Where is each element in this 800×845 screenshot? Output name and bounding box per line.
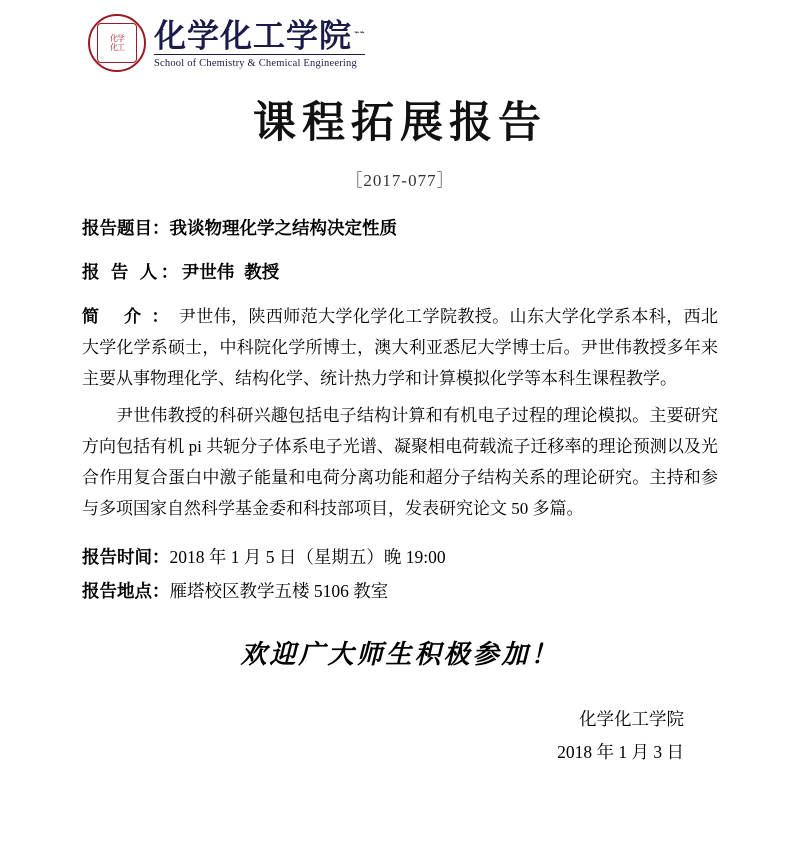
welcome-message: 欢迎广大师生积极参加！ [240,640,560,670]
time-value: 2018 年 1 月 5 日（星期五）晚 19:00 [169,547,446,567]
place-value: 雁塔校区教学五楼 5106 教室 [169,581,389,601]
school-name-cn-text: 化学化工学院 [154,16,353,55]
time-row [82,540,718,574]
signature-org: 化学化工学院 [579,709,684,729]
page-title: 课程拓展报告 [253,98,547,148]
speaker-label: 报 告 人： [82,262,182,282]
school-name-superscript: ⌁⌁ [354,28,365,39]
bio-paragraph-2: 尹世伟教授的科研兴趣包括电子结构计算和有机电子过程的理论模拟。主要研究方向包括有机 pi 共轭分子体系电子光谱、凝聚相电荷载流子迁移率的理论预测以及光合作用复合蛋白中激子能量和电荷分离功能和超分子结构关系的理论研究。主持和参与多项国家自然科学基金委和科技部项目，发表研究论文 50 多篇。 [82,406,718,518]
letterhead-texts [154,16,365,70]
time-label: 报告时间： [82,547,170,567]
document-number: ［2017-077］ [345,171,455,190]
document-body [60,213,740,769]
school-name-cn [154,16,365,53]
speaker-value: 尹世伟 [181,262,235,282]
signature-date: 2018 年 1 月 3 日 [557,742,684,762]
letterhead [60,0,740,72]
school-name-en: School of Chemistry & Chemical Engineering [154,54,365,70]
topic-label: 报告题目： [82,218,170,238]
bio-text-1: 尹世伟，陕西师范大学化学化工学院教授。山东大学化学系本科，西北大学化学系硕士，中科院化学所博士，澳大利亚悉尼大学博士后。尹世伟教授多年来主要从事物理化学、结构化学、统计热力学和计算模拟化学等本科生课程教学。 [82,307,719,388]
bio-paragraph-1 [82,301,718,394]
seal-label: 化学 化工 [110,34,124,52]
topic-row [82,213,718,243]
bio-label: 简 介： [82,307,179,326]
speaker-row [82,257,718,287]
place-row [82,574,718,608]
topic-value: 我谈物理化学之结构决定性质 [169,218,397,238]
school-seal-icon [88,14,146,72]
place-label: 报告地点： [82,581,170,601]
speaker-rank: 教授 [244,262,280,282]
signature-block [82,703,718,769]
